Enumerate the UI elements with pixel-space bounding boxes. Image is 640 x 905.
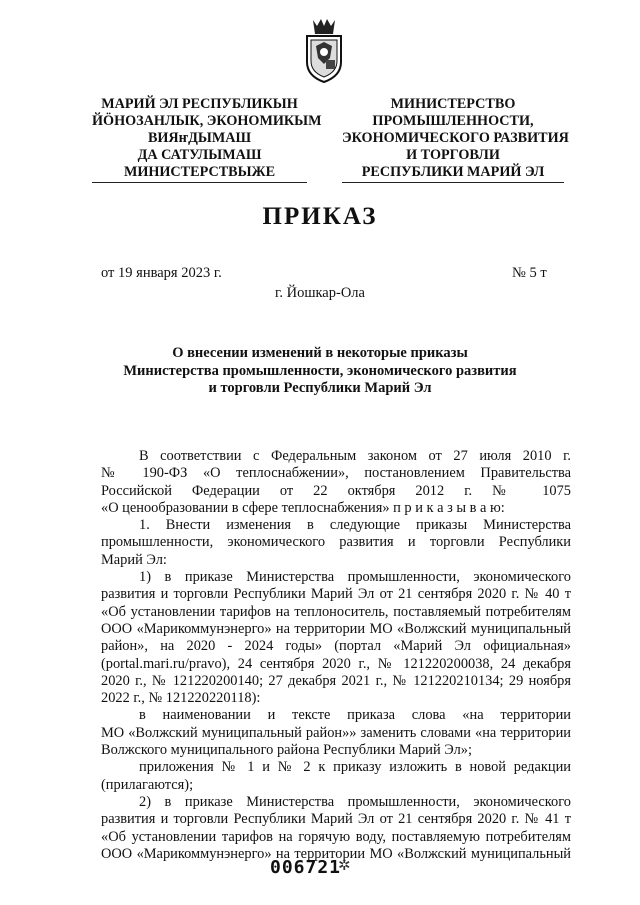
body-line: «Об установлении тарифов на теплоноситель, поставляемый потребителям bbox=[101, 603, 571, 620]
registration-stamp-number: 006721 bbox=[270, 857, 342, 878]
header-left-line: МАРИЙ ЭЛ РЕСПУБЛИКЫН bbox=[101, 96, 298, 112]
document-subject bbox=[0, 345, 640, 398]
document-title: ПРИКАЗ bbox=[262, 203, 378, 230]
body-line: в наименовании и тексте приказа слова «на территории bbox=[139, 707, 571, 724]
body-line: Российской Федерации от 22 октября 2012 г. № 1075 bbox=[101, 482, 571, 499]
header-right-line: ЭКОНОМИЧЕСКОГО РАЗВИТИЯ bbox=[342, 130, 569, 146]
body-line: (прилагаются); bbox=[101, 776, 194, 793]
header-left-line: ВИЯҥДЫМАШ bbox=[147, 130, 252, 146]
body-line: Марий Эл: bbox=[101, 551, 167, 568]
subject-line: О внесении изменений в некоторые приказы bbox=[172, 345, 468, 361]
document-number: № 5 т bbox=[512, 265, 547, 281]
body-line: «Об установлении тарифов на горячую воду, поставляемую потребителям bbox=[101, 828, 571, 845]
document-city: г. Йошкар-Ола bbox=[275, 285, 365, 301]
body-line: 1. Внести изменения в следующие приказы Министерства bbox=[139, 517, 571, 534]
body-line: 2) в приказе Министерства промышленности, экономического bbox=[139, 793, 571, 810]
header-left-block bbox=[92, 96, 322, 183]
body-line: Волжского муниципального района Республики Марий Эл»; bbox=[101, 742, 472, 759]
header-right-line: И ТОРГОВЛИ bbox=[406, 147, 500, 163]
coat-of-arms-icon bbox=[299, 16, 349, 84]
body-line: № 190-ФЗ «О теплоснабжении», постановлением Правительства bbox=[101, 465, 571, 482]
header-right-block bbox=[342, 96, 569, 183]
body-line: 2020 г., № 121220200140; 27 декабря 2021 г., № 121220210134; 29 ноября bbox=[101, 672, 571, 689]
body-line: промышленности, экономического развития и торговли Республики bbox=[101, 534, 571, 551]
subject-line: Министерства промышленности, экономического развития bbox=[123, 362, 517, 379]
header-left-line: ДА САТУЛЫМАШ bbox=[137, 147, 262, 163]
body-line: МО «Волжский муниципальный район»» заменить словами «на территории bbox=[101, 724, 571, 741]
header-right-line: ПРОМЫШЛЕННОСТИ, bbox=[372, 113, 534, 129]
subject-line: и торговли Республики Марий Эл bbox=[208, 380, 432, 396]
document-date: от 19 января 2023 г. bbox=[101, 265, 222, 281]
body-line: приложения № 1 и № 2 к приказу изложить в новой редакции bbox=[139, 759, 571, 776]
body-line: развития и торговли Республики Марий Эл от 21 сентября 2020 г. № 40 т bbox=[101, 586, 571, 603]
body-line: 2022 г., № 121220220118): bbox=[101, 690, 261, 707]
body-line: ООО «Марикоммунэнерго» на территории МО «Волжский муниципальный bbox=[101, 845, 571, 862]
body-line: ООО «Марикоммунэнерго» на территории МО «Волжский муниципальный bbox=[101, 620, 571, 637]
document-body bbox=[101, 448, 571, 863]
header-left-line: МИНИСТЕРСТВЫЖЕ bbox=[92, 164, 307, 183]
body-line: «О ценообразовании в сфере теплоснабжения» п р и к а з ы в а ю: bbox=[101, 499, 505, 516]
header-left-line: ЙÖНОЗАНЛЫК, ЭКОНОМИКЫМ bbox=[92, 113, 322, 129]
body-line: 1) в приказе Министерства промышленности, экономического bbox=[139, 569, 571, 586]
header-right-line: РЕСПУБЛИКИ МАРИЙ ЭЛ bbox=[342, 164, 564, 183]
body-line: В соответствии с Федеральным законом от 27 июля 2010 г. bbox=[139, 448, 571, 464]
body-line: район», на 2020 - 2024 годы» (портал «Марий Эл официальная» bbox=[101, 638, 571, 655]
body-line: развития и торговли Республики Марий Эл от 21 сентября 2020 г. № 41 т bbox=[101, 811, 571, 828]
stamp-mark-icon: ✲ bbox=[338, 858, 351, 874]
body-line: (portal.mari.ru/pravo), 24 сентября 2020 г., № 121220200038, 24 декабря bbox=[101, 655, 571, 672]
header-right-line: МИНИСТЕРСТВО bbox=[390, 96, 516, 112]
